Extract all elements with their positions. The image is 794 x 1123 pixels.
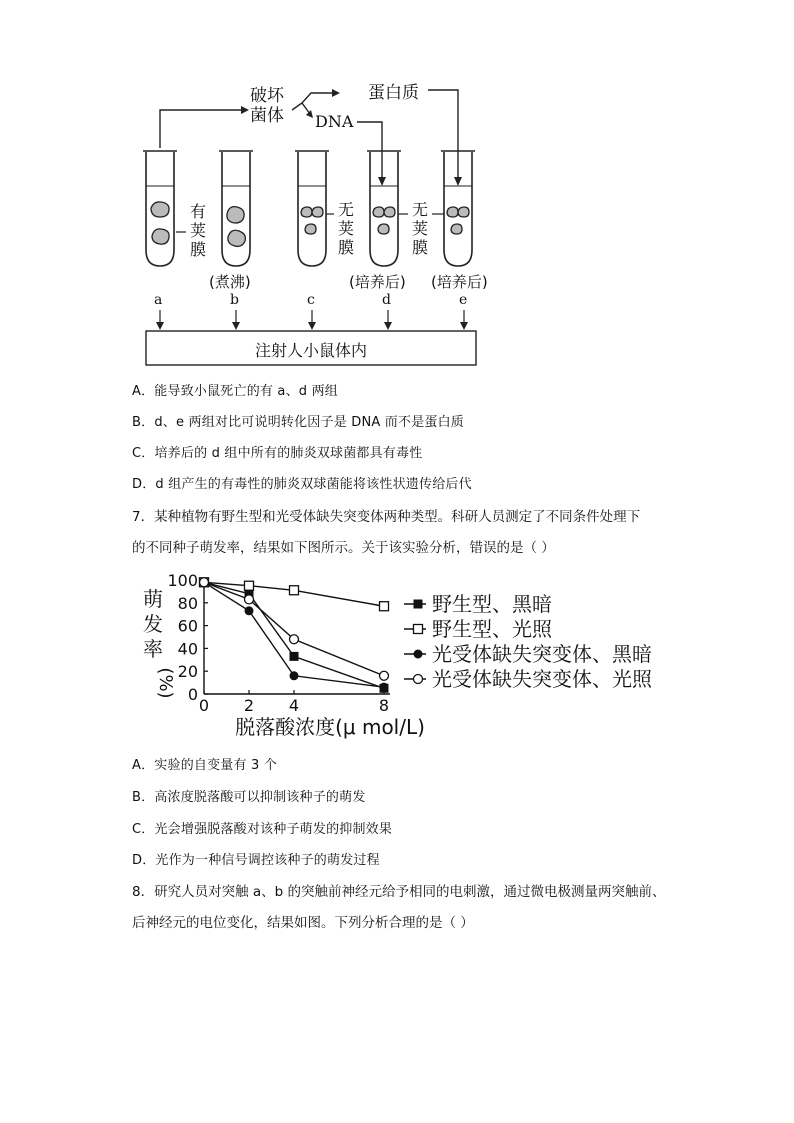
dna-label: DNA bbox=[315, 112, 354, 131]
q7-option-b: B．高浓度脱落酸可以抑制该种子的萌发 bbox=[132, 790, 366, 805]
marker-filled-circle bbox=[414, 650, 423, 659]
chart-axes bbox=[143, 571, 425, 739]
chart-markers bbox=[200, 578, 389, 693]
legend-label: 光受体缺失突变体、黑暗 bbox=[432, 642, 652, 666]
y-tick-label: 60 bbox=[177, 616, 198, 636]
boiled-label: (煮沸) bbox=[209, 273, 251, 291]
with-capsule-label bbox=[190, 202, 206, 259]
q7-stem-line1: 7．某种植物有野生型和光受体缺失突变体两种类型。科研人员测定了不同条件处理下 bbox=[132, 509, 641, 525]
q8-stem-line1: 8．研究人员对突触 a、b 的突触前神经元给予相同的电刺激，通过微电极测量两突触前、 bbox=[132, 884, 666, 900]
marker-open-circle bbox=[380, 671, 389, 680]
without-capsule-d-char-1: 无 bbox=[412, 200, 429, 219]
without-capsule-label-d bbox=[412, 200, 428, 257]
marker-open-square bbox=[380, 602, 389, 611]
tube-letter-b: b bbox=[230, 292, 239, 308]
marker-filled-circle bbox=[245, 606, 254, 615]
q8-stem-line2: 后神经元的电位变化，结果如图。下列分析合理的是（ ） bbox=[132, 915, 474, 931]
marker-filled-circle bbox=[290, 671, 299, 680]
legend-label: 野生型、黑暗 bbox=[432, 592, 552, 616]
test-tube-c bbox=[295, 151, 329, 266]
chart-legend bbox=[404, 592, 653, 691]
with-capsule-char-2: 荚 bbox=[190, 221, 207, 240]
q7-stem-line2: 的不同种子萌发率，结果如下图所示。关于该实验分析，错误的是（ ） bbox=[132, 540, 555, 556]
germination-rate-chart bbox=[0, 560, 794, 750]
y-axis-label-char: 发 bbox=[143, 612, 163, 636]
tube-letter-e: e bbox=[459, 292, 468, 308]
tube-letter-d: d bbox=[382, 292, 391, 308]
without-capsule-label-c bbox=[338, 200, 354, 257]
q6-option-b: B．d、e 两组对比可说明转化因子是 DNA 而不是蛋白质 bbox=[132, 415, 464, 430]
y-tick-label: 40 bbox=[177, 639, 198, 659]
x-tick-label: 0 bbox=[198, 696, 210, 715]
q6-option-a: A．能导致小鼠死亡的有 a、d 两组 bbox=[132, 384, 338, 399]
marker-open-circle bbox=[290, 635, 299, 644]
q6-option-d: D．d 组产生的有毒性的肺炎双球菌能将该性状遗传给后代 bbox=[132, 477, 472, 492]
marker-filled-square bbox=[290, 652, 299, 661]
griffith-experiment-diagram bbox=[0, 0, 794, 370]
marker-open-square bbox=[245, 581, 254, 590]
x-axis-label: 脱落酸浓度(μ mol/L) bbox=[235, 715, 425, 739]
destroy-label-line1: 破坏 bbox=[250, 86, 284, 106]
q6-option-c: C．培养后的 d 组中所有的肺炎双球菌都具有毒性 bbox=[132, 446, 423, 461]
marker-filled-circle bbox=[380, 683, 389, 692]
tube-letter-c: c bbox=[307, 292, 315, 308]
without-capsule-d-char-2: 荚 bbox=[412, 219, 429, 238]
marker-open-circle bbox=[414, 675, 423, 684]
with-capsule-char-3: 膜 bbox=[190, 240, 207, 259]
without-capsule-d-char-3: 膜 bbox=[412, 238, 429, 257]
marker-filled-square bbox=[414, 600, 423, 609]
legend-label: 光受体缺失突变体、光照 bbox=[432, 667, 652, 691]
without-capsule-c-char-1: 无 bbox=[338, 200, 355, 219]
series-line-4 bbox=[204, 582, 384, 675]
cultured-label-e: (培养后) bbox=[431, 273, 488, 291]
x-tick-label: 4 bbox=[288, 696, 300, 715]
y-axis-label-char: 萌 bbox=[143, 587, 163, 611]
marker-open-square bbox=[414, 625, 423, 634]
q7-option-a: A．实验的自变量有 3 个 bbox=[132, 758, 278, 773]
cultured-label-d: (培养后) bbox=[349, 273, 406, 291]
without-capsule-c-char-3: 膜 bbox=[338, 238, 355, 257]
destroy-label-line2: 菌体 bbox=[250, 106, 284, 126]
q7-option-c: C．光会增强脱落酸对该种子萌发的抑制效果 bbox=[132, 822, 393, 837]
legend-label: 野生型、光照 bbox=[432, 617, 552, 641]
injection-box-label: 注射人小鼠体内 bbox=[254, 341, 367, 360]
tube-letter-a: a bbox=[154, 292, 163, 308]
y-tick-label: 100 bbox=[167, 571, 198, 590]
test-tube-d bbox=[367, 151, 401, 266]
process-arrows bbox=[160, 90, 458, 178]
x-tick-label: 8 bbox=[378, 696, 390, 715]
marker-open-circle bbox=[245, 595, 254, 604]
marker-open-circle bbox=[200, 578, 209, 587]
y-axis-label-char: 率 bbox=[143, 637, 163, 661]
destroy-cells-label bbox=[250, 86, 284, 126]
y-axis-label-unit: (%) bbox=[155, 667, 176, 699]
with-capsule-char-1: 有 bbox=[190, 202, 207, 221]
without-capsule-c-char-2: 荚 bbox=[338, 219, 355, 238]
y-tick-label: 20 bbox=[177, 662, 198, 682]
x-tick-label: 2 bbox=[243, 696, 255, 715]
protein-label: 蛋白质 bbox=[368, 83, 419, 103]
q7-option-d: D．光作为一种信号调控该种子的萌发过程 bbox=[132, 853, 380, 868]
marker-open-square bbox=[290, 586, 299, 595]
y-tick-label: 80 bbox=[177, 593, 198, 613]
y-tick-label: 0 bbox=[187, 685, 198, 704]
